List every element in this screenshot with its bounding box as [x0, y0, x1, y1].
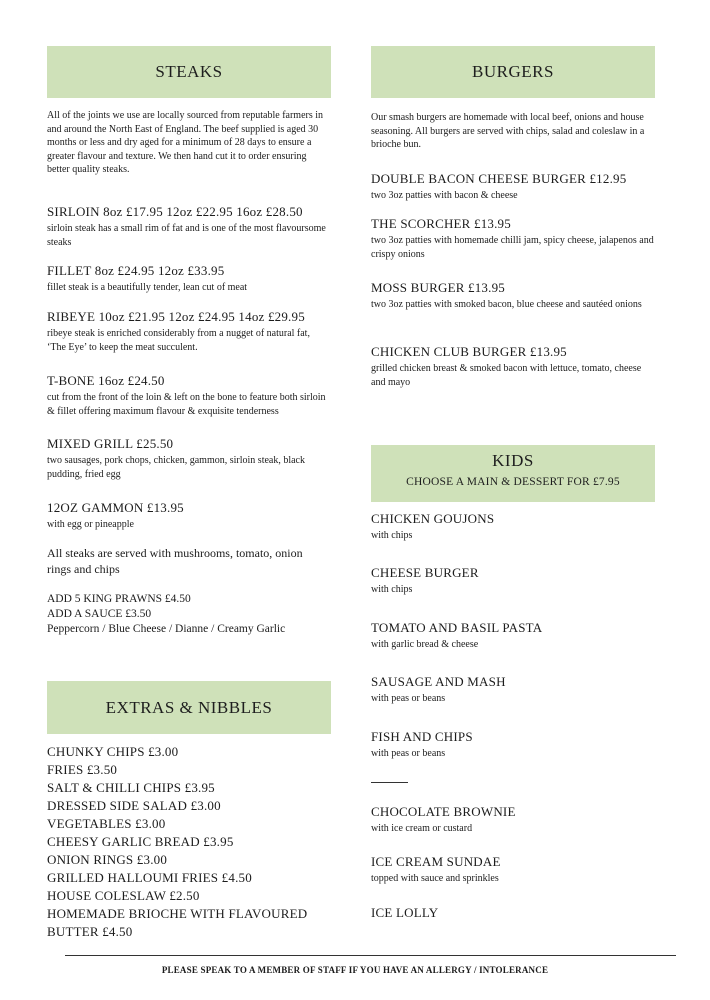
item-title: RIBEYE 10oz £21.95 12oz £24.95 14oz £29.95 [47, 309, 305, 324]
menu-item [371, 216, 655, 261]
kids-dessert [371, 905, 655, 921]
steaks-header [47, 46, 331, 98]
item-title: CHICKEN CLUB BURGER £13.95 [371, 344, 567, 359]
item-title: ICE LOLLY [371, 905, 439, 920]
item-title: T-BONE 16oz £24.50 [47, 373, 165, 388]
sauce-options: Peppercorn / Blue Cheese / Dianne / Creamy Garlic [47, 623, 286, 635]
kids-subtitle: CHOOSE A MAIN & DESSERT FOR £7.95 [406, 476, 620, 488]
item-title: SAUSAGE AND MASH [371, 674, 506, 689]
extras-item: CHEESY GARLIC BREAD £3.95 [47, 834, 234, 849]
item-desc: with garlic bread & cheese [371, 639, 479, 650]
menu-item [371, 280, 655, 312]
item-desc: fillet steak is a beautifully tender, lean cut of meat [47, 282, 248, 293]
item-title: MIXED GRILL £25.50 [47, 436, 174, 451]
item-desc: two 3oz patties with smoked bacon, blue cheese and sautéed onions [371, 299, 642, 310]
extras-item: ONION RINGS £3.00 [47, 852, 168, 867]
item-desc: with chips [371, 530, 413, 541]
kids-item [371, 729, 655, 761]
item-title: FILLET 8oz £24.95 12oz £33.95 [47, 263, 225, 278]
kids-item [371, 620, 655, 652]
item-title: CHICKEN GOUJONS [371, 511, 495, 526]
menu-item [47, 500, 331, 532]
item-desc: two 3oz patties with homemade chilli jam, spicy cheese, jalapenos and crispy onions [371, 235, 654, 260]
kids-header [371, 445, 655, 502]
menu-item [47, 204, 331, 249]
menu-item [47, 373, 331, 418]
burgers-title: BURGERS [472, 62, 554, 81]
extras-title: EXTRAS & NIBBLES [105, 698, 273, 717]
extras-item: HOMEMADE BRIOCHE WITH FLAVOURED [47, 906, 308, 921]
add-ons [47, 592, 331, 637]
add-prawns: ADD 5 KING PRAWNS £4.50 [47, 593, 191, 605]
extras-item: BUTTER £4.50 [47, 924, 133, 939]
item-title: CHEESE BURGER [371, 565, 479, 580]
item-desc: sirloin steak has a small rim of fat and is one of the most flavoursome steaks [47, 223, 326, 248]
item-desc: two sausages, pork chops, chicken, gammon, sirloin steak, black pudding, fried egg [47, 455, 305, 480]
item-title: MOSS BURGER £13.95 [371, 280, 505, 295]
menu-item [47, 263, 331, 295]
menu-item [371, 344, 655, 389]
menu-item [47, 436, 331, 481]
item-title: FISH AND CHIPS [371, 729, 473, 744]
item-title: ICE CREAM SUNDAE [371, 854, 501, 869]
item-desc: with peas or beans [371, 693, 446, 704]
burgers-header [371, 46, 655, 98]
item-desc: grilled chicken breast & smoked bacon with lettuce, tomato, cheese and mayo [371, 363, 642, 388]
footer-divider [65, 955, 676, 956]
item-desc: topped with sauce and sprinkles [371, 873, 499, 884]
item-desc: with egg or pineapple [47, 519, 134, 530]
kids-item [371, 674, 655, 706]
steaks-intro: All of the joints we use are locally sourced from reputable farmers in and around the North East of England. The beef supplied is aged 30 months or less and dry aged for a minimum of 28 days to ensure a greater flavour and texture. We then hand cut it to order ensuring better quality steaks. [47, 110, 324, 175]
section-divider [371, 782, 408, 783]
served-note: All steaks are served with mushrooms, tomato, onion rings and chips [47, 546, 303, 576]
kids-item [371, 511, 655, 543]
item-desc: with peas or beans [371, 748, 446, 759]
extras-item: CHUNKY CHIPS £3.00 [47, 744, 179, 759]
item-title: TOMATO AND BASIL PASTA [371, 620, 543, 635]
extras-item: DRESSED SIDE SALAD £3.00 [47, 798, 221, 813]
extras-item: HOUSE COLESLAW £2.50 [47, 888, 200, 903]
allergy-notice: PLEASE SPEAK TO A MEMBER OF STAFF IF YOU HAVE AN ALLERGY / INTOLERANCE [161, 965, 549, 975]
item-desc: two 3oz patties with bacon & cheese [371, 190, 518, 201]
kids-title: KIDS [492, 451, 534, 470]
item-desc: ribeye steak is enriched considerably from a nugget of natural fat, ‘The Eye’ to keep the meat succulent. [47, 328, 310, 353]
menu-item [47, 309, 331, 354]
extras-item: GRILLED HALLOUMI FRIES £4.50 [47, 870, 252, 885]
extras-list [47, 743, 331, 941]
extras-header [47, 681, 331, 734]
item-desc: with chips [371, 584, 413, 595]
kids-item [371, 565, 655, 597]
item-title: 12OZ GAMMON £13.95 [47, 500, 184, 515]
kids-dessert [371, 854, 655, 886]
item-title: THE SCORCHER £13.95 [371, 216, 511, 231]
burgers-intro: Our smash burgers are homemade with local beef, onions and house seasoning. All burgers are served with chips, salad and coleslaw in a brioche bun. [371, 112, 645, 150]
item-title: CHOCOLATE BROWNIE [371, 804, 516, 819]
steaks-title: STEAKS [155, 62, 223, 81]
extras-item: SALT & CHILLI CHIPS £3.95 [47, 780, 215, 795]
extras-item: VEGETABLES £3.00 [47, 816, 166, 831]
item-desc: cut from the front of the loin & left on the bone to feature both sirloin & fillet offering maximum flavour & exquisite tenderness [47, 392, 326, 417]
item-title: DOUBLE BACON CHEESE BURGER £12.95 [371, 171, 627, 186]
add-sauce: ADD A SAUCE £3.50 [47, 608, 152, 620]
item-title: SIRLOIN 8oz £17.95 12oz £22.95 16oz £28.50 [47, 204, 303, 219]
item-desc: with ice cream or custard [371, 823, 473, 834]
extras-item: FRIES £3.50 [47, 762, 118, 777]
kids-dessert [371, 804, 655, 836]
menu-item [371, 171, 655, 203]
